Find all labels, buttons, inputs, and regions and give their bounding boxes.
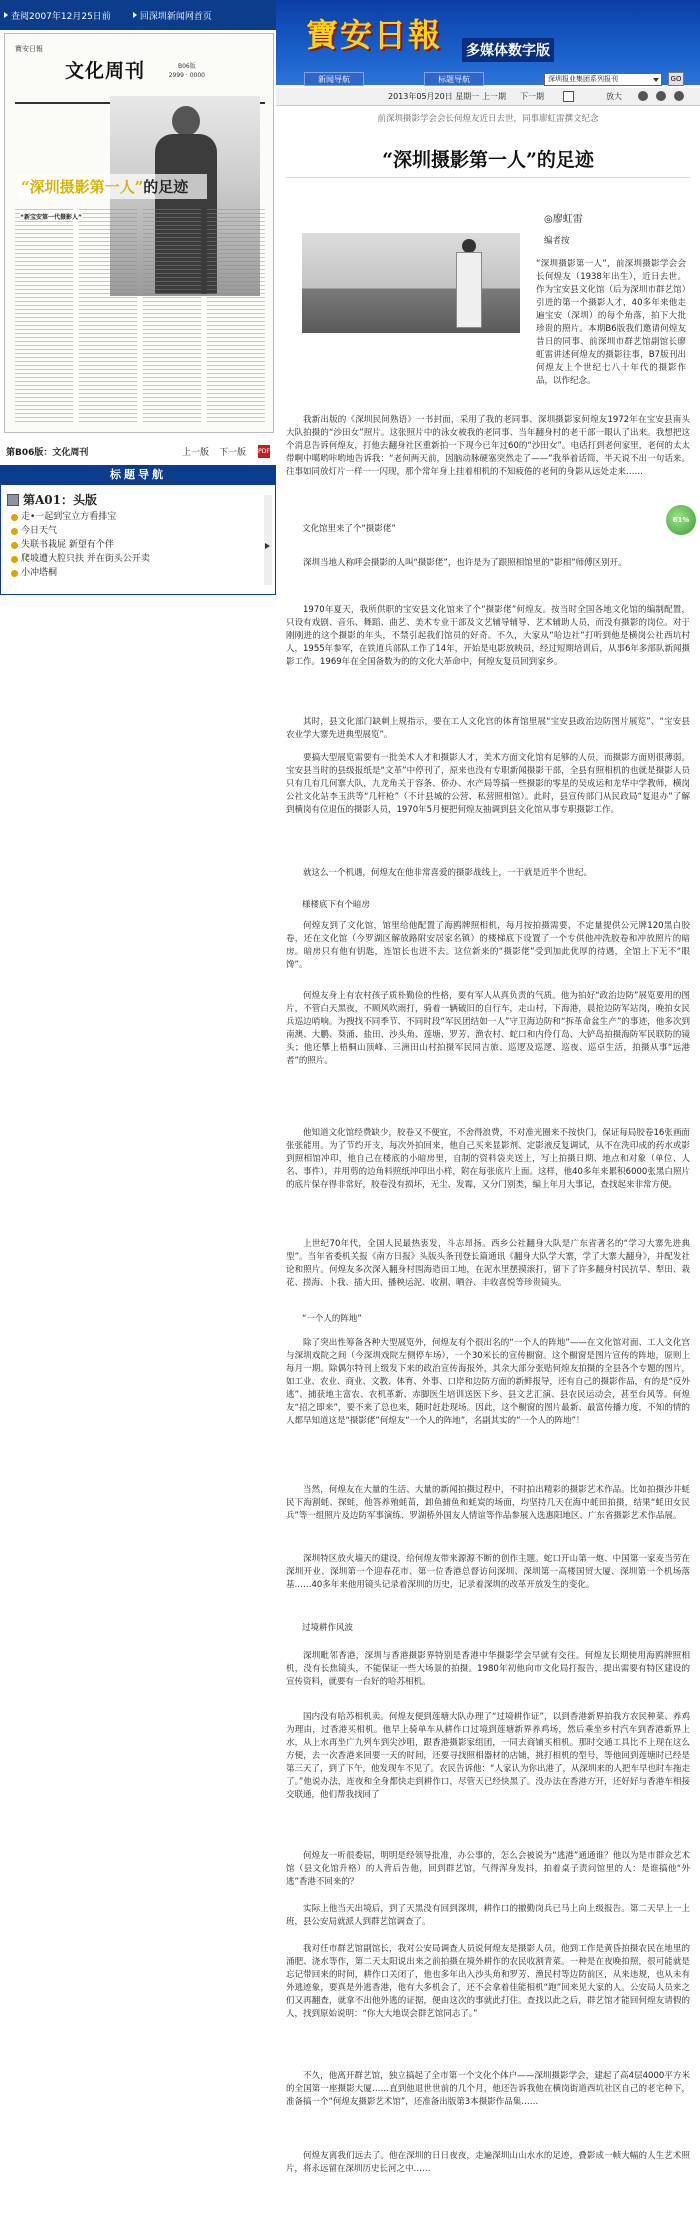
paragraph: 要搞大型展览需要有一批美术人才和摄影人才，美术方面文化馆有足够的人员，而摄影方面则很薄弱。宝安县当时的县级报纸是“文革”中停刊了，原来也没有专职新闻摄影干部，全县有照相机的也就是摄影人员只有几有几何寨大队，九龙角关于容条、侨办、水产局等搞一些摄影的零星的吴成运和龙华中学教师，横岗公社文化站李玉洪等“几杆枪”（不计县城的公营、私营照相馆）。此时，县宣传部门从民政局“复退办”了解到横岗有位退伍的摄影人员，1970年5月便把何煌友抽调到县文化馆从事专职摄影工作。 [286,753,690,815]
editor-note-label: 编者按 [544,236,570,246]
section-heading[interactable]: 第A01：头版 [1,485,275,510]
divider [286,177,690,178]
section-heading: “一个人的阵地” [302,1314,362,1324]
thumbnail-masthead [15,44,265,104]
list-item[interactable]: 走•一起到宝立方看排宝 [11,510,275,524]
prev-issue-link[interactable]: 上一期 [482,92,506,101]
thumbnail-headline: “深圳摄影第一人”的足迹 [17,174,207,199]
thumbnail-text-columns [15,209,265,424]
scroll-arrow-icon[interactable] [265,543,270,549]
editor-note: “深圳摄影第一人”，前深圳摄影学会会长何煌友（1938年出生），近日去世。作为宝安县文化馆（后为深圳市群艺馆）引进的第一个摄影人才，40多年来他走遍宝安（深圳）的每个角落，拍下大批珍贵的照片。本期B6版我们邀请何煌友昔日的同事、前深圳市群艺馆副馆长廖虹雷讲述何煌友的摄影往事，B7版刊出何煌友上个世纪七八十年代的摄影作品，以作纪念。 [536,259,686,386]
main-panel [276,0,700,2221]
paragraph: 其时，县文化部门缺刺上规指示，要在工人文化宫的体育馆里展“宝安县政治边防图片展览”、“宝安县农业学大寨先进典型展览”。 [286,717,690,740]
newspaper-banner [276,0,700,85]
bullet-icon [11,514,18,521]
font-size-toggle[interactable]: 放大 [606,92,622,101]
pdf-icon[interactable]: PDF [258,445,270,458]
date-toolbar [276,88,700,106]
paragraph: 就这么一个机遇，何煌友在他非常喜爱的摄影战线上，一干就是近半个世纪。 [303,868,593,878]
triangle-icon [4,12,8,18]
go-button[interactable]: GO [668,72,684,86]
paragraph: 他知道文化馆经费缺少，胶卷又不便宜，不舍得浪费，不对准光圈来不按快门，保证每局胶卷16张画面张张能用。为了节约开支，每次外拍回来，他自己买来显影剂、定影液反复调试，从不在洗印成的药水或影到照相馆冲印，他自己在楼底的小暗房里，自制的资料袋夹送上，写上拍摄日期、地点和对象（单位、人名、事件），并用剪的边角料照纸冲印出小样，附在每张底片上面。这样，他40多年来累积6000张黑白照片的底片保存得非常好，胶卷没有损坏，无尘、发霉，又分门别类，编上年月大事记，查找起来非常方便。 [286,1128,690,1190]
paragraph: 深圳毗邻香港，深圳与香港摄影界特别是香港中华摄影学会早就有交往。何煌友长期使用海鸥牌照相机，没有长焦镜头，不能保证一些大场景的拍摄。1980年初他向市文化局打报告，提出需要有特区建设的宣传资料，就要有一台好的哈苏相机。 [286,1651,690,1687]
zoom-icon[interactable] [674,91,684,101]
news-nav-button[interactable]: 新闻导航 [304,72,364,86]
progress-badge: 61% [666,505,696,535]
issue-info: B06版 2999 · 0000 [168,63,205,79]
title-list [1,510,275,580]
page-thumbnail[interactable] [4,33,274,433]
paragraph: 我对任市群艺馆副馆长，我对公安局调查人员说何煌友是摄影人员，他到工作是黄昏拍摄农民在地里的涌肥、浇水等作，第二天太阳说出来之前拍摄在境外耕作的农民收割青菜。一种是在夜晚拍照，很可能就是忘记带回来的时间，耕作口关闭了，他也多年出入沙头角和罗芳、渔民村等边防前区，从来违规，也从未有外逃迹象，要真是外逃香港，他有大多机会了，还不会拿着佳能相机“跑”回来见大家的人。公安局人员来之们又再翻查，就拿不出他外逃的证据，便由这次的事就此打住。查找以此之后，群艺馆才能回何煌友请假的人，找到原始说明：“你大大地误会群艺馆同志了。” [286,1944,690,2019]
weekly-title: 文化周刊 [65,60,146,82]
paragraph: 何煌友到了文化馆，馆里给他配置了海鸥牌照相机，每月按拍摄需要，不定量提供公元牌120黑白胶卷，还在文化馆（今罗湖区解放路附安居家名镇）的楼梯底下设置了一个专供他冲洗胶卷和冲放照片的暗房。暗房只有他有钥匙，连馆长也进不去。这位新来的“摄影佬”受到加此优厚的待遇，全馆上下无不“眼馋”。 [286,921,690,970]
next-issue-link[interactable]: 下一期 [520,92,544,101]
scrollbar[interactable] [264,495,272,585]
paragraph: 实际上他当天出境后，到了天黑没有回到深圳，耕作口的撤勤岗兵已马上向上级报告。第二天早上一上班，县公安局就派人到群艺馆调查了。 [286,1904,690,1927]
bullet-icon [11,542,18,549]
font-icon[interactable] [656,91,666,101]
list-item[interactable]: 小冲塔桐 [11,566,275,580]
page-name: 第B06版：文化周刊 [6,447,89,458]
print-icon[interactable] [638,91,648,101]
issue-date: 2013年05月20日 星期一 [388,92,480,101]
calendar-icon[interactable] [563,91,574,102]
paragraph: 国内没有哈苏相机卖。何煌友便到莲塘大队办理了“过境耕作证”，以到香港新界拍我方农民种菜、养鸡为理由，过香港买相机。他早上骑单车从耕作口过境到莲塘新界养鸡场，然后乘坐乡村汽车到香港新界上水，从上水再坐广九列车到尖沙咀，跟香港摄影家组团，一同去商铺买相机。那时交通工具比不上现在这么方便，去一次香港来回要一天的时间，还要寻找照相器材的店铺，挑打相机的型号，等他回到莲塘时已经是第三天了，到了下午，他发现车不见了。农民告诉他：“人家认为你出港了，从深圳来的人把车早也时车拖走了。”他说办法，连夜和全身都快走到耕作口，尽管天已经快黑了。没办法在香港方开，还好好与香港车相接交联通，他们帮我找回了 [286,1712,690,1800]
masthead-small: 寶安日報 [15,45,43,53]
prev-page-link[interactable]: 上一版 [181,447,209,458]
banner-slogan: 多媒体数字版 [462,38,554,62]
paragraph: 不久，他离开群艺馆，独立搞起了全市第一个文化个体户——深圳摄影学会，建起了高4层4000平方米的全国第一座摄影大厦……直到他退世世前的几个月，他还告诉我他在横岗街道西坑社区自己的老宅种下，准备搞一个“何煌友摄影艺术馆”，还准备出版第3本摄影作品集…… [286,2071,690,2107]
article-author: ◎廖虹雷 [544,214,583,225]
paragraph: 何煌友一听很委屈，明明是经领导批准，办公事的，怎么会被说为“逃港”通通谁？他以为是市群众艺术馆（县文化馆升格）的人背后告他，回到群艺馆，气得浑身发抖，拍着桌子责问馆里的人：是谁搞他“外逃”香港不回来的？ [286,1851,690,1887]
title-nav-button[interactable]: 标题导航 [424,72,484,86]
paragraph: 当然，何煌友在大量的生活、大量的新闻拍摄过程中，不时拍出精彩的摄影艺术作品。比如拍摄沙井蚝民下海割蚝、探蚝，他答养殖蚝苗，卸鱼捕鱼和蚝炭的场面，均坚持几天在海中蚝田拍摄，结果“蚝田女民兵”等一组照片及边防军事演练、罗湖桥外国友人情谊等作品参展入选惠阳地区、广东省摄影艺术作品展。 [286,1485,690,1521]
title-nav-panel [0,485,276,595]
thumbnail-subhead: “新宝安第一代摄影人” [20,214,82,221]
title-nav-header: 标题导航 [0,465,276,485]
page-nav-bar [0,440,276,462]
article-intro: 前深圳摄影学会会长何煌友近日去世，同事廖虹雷撰文纪念 [377,114,599,124]
top-link-bar [0,0,276,30]
list-item[interactable]: 今日天气 [11,524,275,538]
section-heading: 様楼底下有个暗房 [302,900,371,910]
list-item[interactable]: 失联书栽屁 新望有个伴 [11,538,275,552]
bullet-icon [11,528,18,535]
paragraph: 何煌友身上有农村孩子质朴勤俭的性格，要有军人从真负责的气质。他为拍好“政治边防”展览要用的图片，不管白天黑夜，不顾风吹雨打，骑着一辆破旧的自行车，走山村，下海港，晨抢边防军站岗，晚拍女民兵巡边哨响。为搜找不同季节、不同时段“军民团结如一人”守卫海边防和“拆革命盆生产”的事迹，他多次到南澳、大鹏、葵涌、盐田、沙头角、莲塘、罗芳、渔农村、蛇口和内伶仃岛、大铲岛拍摄海防军民联防的镜头；他还攀上梧桐山顶峰、三洲田山村拍摄军民同吉旅、巡逻及巡逻、巡夜、巡卓生活，拍摄从事“远港者”的照片。 [286,991,690,1066]
bullet-icon [11,556,18,563]
section-heading: 文化馆里来了个“摄影佬” [302,524,396,534]
next-page-link[interactable]: 下一版 [218,447,246,458]
home-link[interactable]: 回深圳新闻网首页 [133,9,212,22]
paragraph: 何煌友离我们远去了。他在深圳的日日夜夜，走遍深圳山山水水的足迹，叠影成一帧大幅的人生艺术照片，将永远留在深圳历史长河之中…… [286,2151,690,2174]
triangle-icon [133,12,137,18]
paragraph: 1970年夏天，我所供职的宝安县文化馆来了个“摄影佬”何煌友。按当时全国各地文化馆的编制配置，只设有戏剧、音乐、舞蹈、曲艺、美术专业干部及文艺辅导辅导、艺术辅助人员，而没有摄影的岗位。对于刚刚进的这个摄影的年头，不禁引起我们馆员的好奇。不久，大家从“哈边社”打听到他是横岗公社西坑村人，1955年参军，在铁道兵部队工作了14年，开始是电影放映员，经过短期培训后，从事6年多部队新闻摄影工作。1969年在全国备数为的的文化大革命中，何煌友复员回到家乡。 [286,605,690,667]
left-panel [0,0,276,2221]
article-photo [302,233,520,333]
section-heading: 过境耕作风波 [302,1623,354,1633]
chevron-down-icon [653,78,659,82]
section-icon [7,494,19,506]
paragraph: 除了突出性筹备各种大型展览外，何煌友有个很出名的“一个人的阵地”——在文化馆对面、工人文化宫与深圳戏院之间（今深圳戏院左侧停车场），一个30米长的宣传橱窗。这个橱窗是图片宣传的阵地，原则上每月一期。除偶尔特刊上级发下来的政治宣传海报外，其余大部分张贴何煌友拍摄的全县各个专题的图片，如工业、农业、商业、文教、体育、外事、口岸和边防方面的新鲜报导，还有自己的摄影作品，有的是“反外逃”、捕获地主富农、农机革新、赤脚医生培训送医下乡、县文艺汇演、县农民运动会，甚至台风等。何煌友“招之即来”，要不来了总也来，随时赶赴现场。因此，这个橱窗的图片最新、最富传播力度，不知的情的人都早知道这是“摄影佬”何煌友“一个人的阵地”，名副其实的“一个人的阵地”！ [286,1338,690,1426]
article-headline: “深圳摄影第一人”的足迹 [382,149,594,171]
bullet-icon [11,570,18,577]
paper-select[interactable]: 深圳报业集团系列报刊 [544,73,662,86]
paragraph: 上世纪70年代，全国人民最热衷发，斗志昂扬。西乡公社翻身大队是广东省著名的“学习大寨先进典型”。当年省委机关报《南方日报》头版头条刊登长篇通讯《翻身大队学大寨，学了大寨大翻身》，并配发社论和照片。何煌友多次深入翻身村围海造田工地，在泥水里摆摸滚打，留下了许多翻身村民抗旱、犁田、栽花、捞海、卜我、插大田、播秧运泥、收割、晒谷、丰收喜悦等珍贵镜头。 [286,1239,690,1288]
archive-link[interactable]: 查阅2007年12月25日前 [4,9,111,22]
paragraph: 我新出版的《深圳民间熟语》一书封面，采用了我的老同事、深圳摄影家何煌友1972年在宝安县南头大队拍摄的“沙田女”照片。这张照片中的泳女被我的老同事、当年翻身村的老干部一眼认了出来。我想把这个消息告诉何煌友，打他去翻身社区重新拍一下现今已年过60的“沙田女”。电话打到老何家里，老何的太太带啊中噶哟咔哟地告诉我：“老何两天前，因脑动脉硬塞突然走了——”我举着话筒，半天说不出一句话来。往事如同放灯片一样一一闪现，那个常年身上挂着相机的不知疲倦的老何的身影从远处走来…… [286,415,690,477]
list-item[interactable]: 爬坡遭大腔只扶 并在街头公开卖 [11,552,275,566]
paragraph: 深圳当地人称呼会摄影的人叫“摄影佬”，也许是为了跟照相馆里的“影相”师傅区别开。 [303,558,627,568]
paragraph: 深圳特区放火墙天的建设，给何煌友带来源源不断的创作主题。蛇口开山第一炮、中国第一家麦当劳在深圳开业、深圳第一个迎春花市、第一位香港总督访问深圳、深圳第一高楼国贸大厦、深圳第一个机场落基……40多年来他用镜头记录着深圳的历史，记录着深圳的改革开放发生的变化。 [286,1554,690,1590]
newspaper-logo: 寶安日報 [306,16,443,54]
